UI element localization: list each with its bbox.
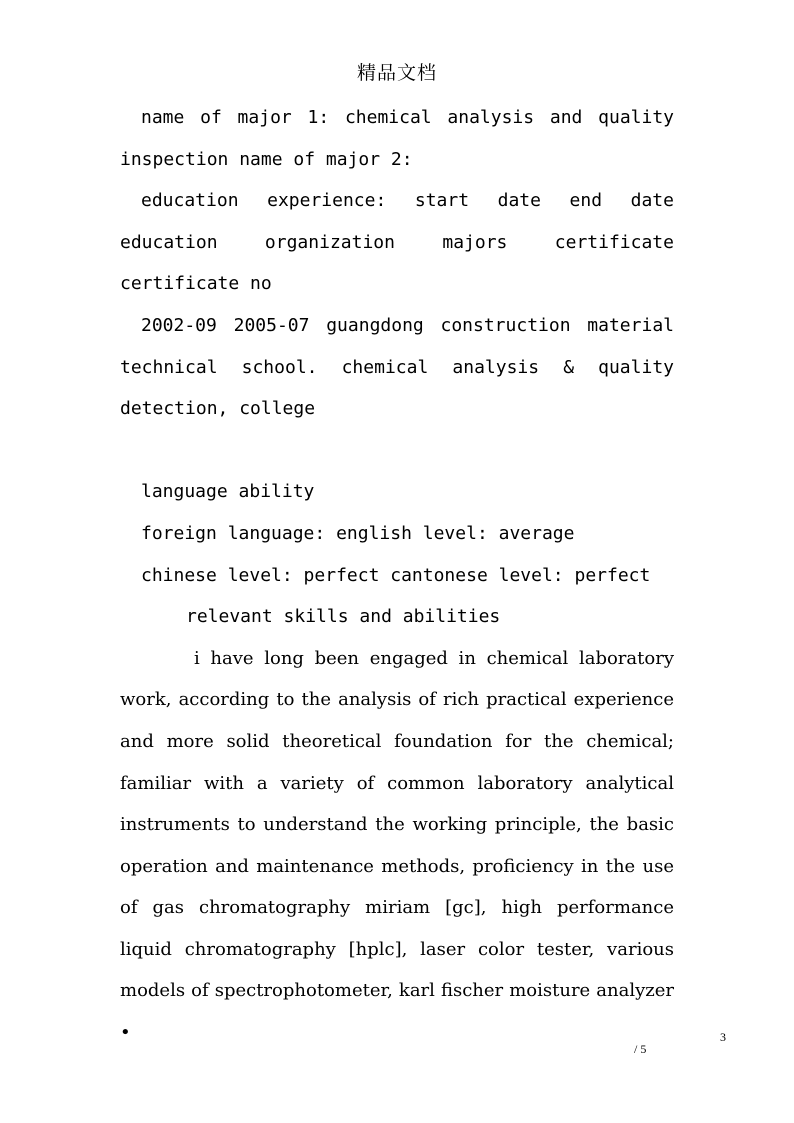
paragraph-skills: i have long been engaged in chemical laboratory work, according to the analysis of rich practical experience and more solid theoretical foundation for the chemical; familiar with a variety of common laboratory analytical instruments to understand the working principle, the basic operation and maintenance methods, proficiency in the use of gas chromatography miriam [gc], high performance liquid chromatography [hplc], laser color tester, various models of spectrophotometer, karl fischer moisture analyzer • [120,647,674,1044]
blank-line [120,430,674,472]
page-total: / 5 [634,1042,647,1056]
header-title: 精品文档 [356,62,437,84]
document-body [120,97,674,1054]
paragraph-major: name of major 1: chemical analysis and quality inspection name of major 2: [120,107,674,170]
section-heading-skills: relevant skills and abilities [186,606,501,628]
paragraph-foreign-language: foreign language: english level: average [141,522,575,544]
paragraph-education-header: education experience: start date end date education organization majors certificate certificate no [120,190,674,295]
page-number: 3 [720,1030,726,1044]
paragraph-chinese-level: chinese level: perfect cantonese level: perfect [141,564,651,586]
section-heading-language: language ability [141,481,315,503]
paragraph-education-entry: 2002-09 2005-07 guangdong construction material technical school. chemical analysis & quality detection, college [120,314,674,420]
